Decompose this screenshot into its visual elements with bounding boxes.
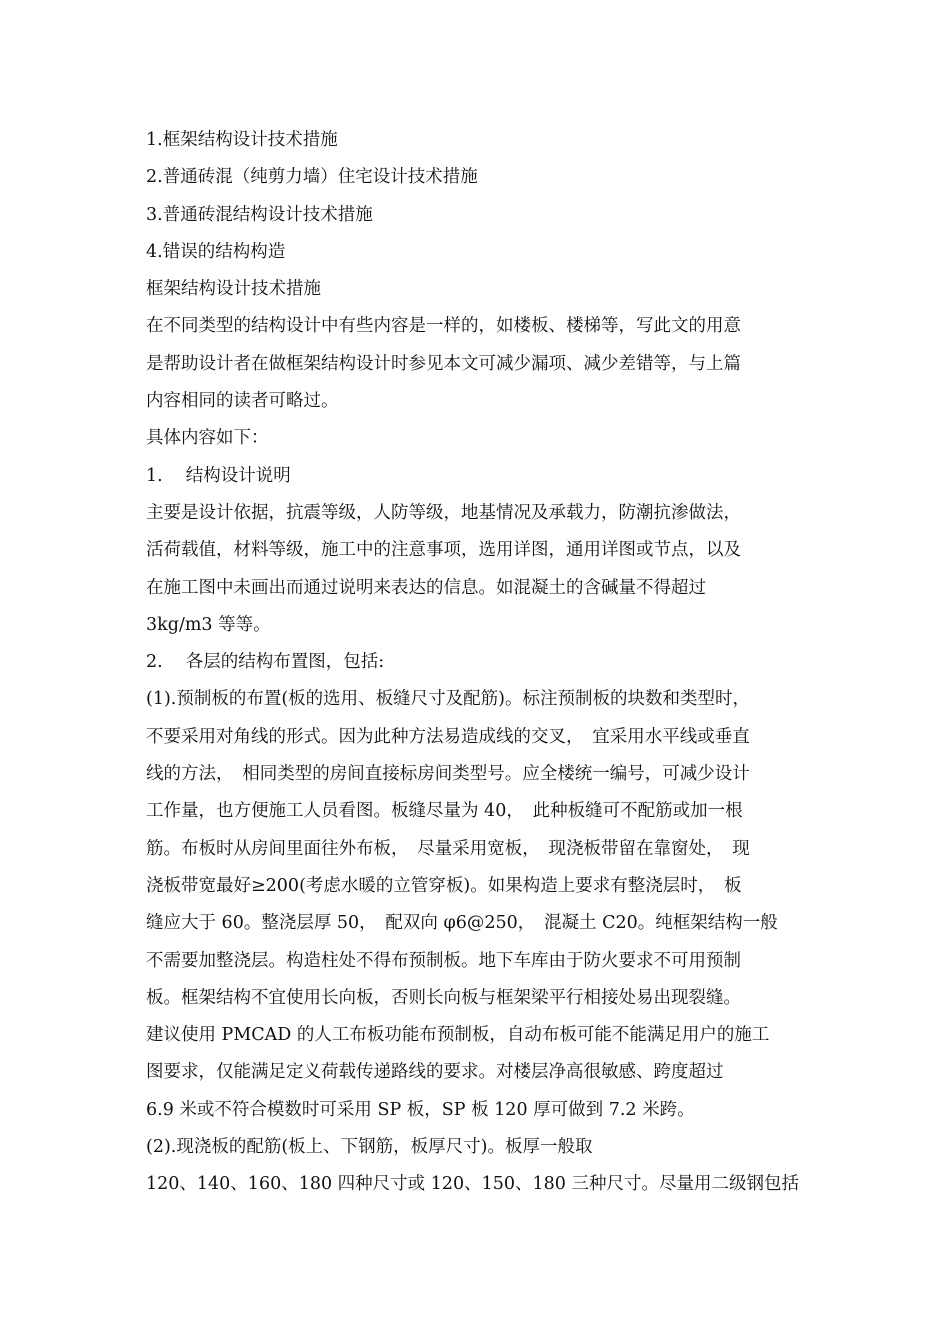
- paragraph-line: (1).预制板的布置(板的选用、板缝尺寸及配筋)。标注预制板的块数和类型时，: [146, 689, 751, 710]
- subsection-heading: 1. 结构设计说明: [146, 465, 291, 486]
- document-body: [146, 122, 808, 1204]
- toc-item-3: 3.普通砖混结构设计技术措施: [146, 204, 373, 225]
- paragraph-line: 3kg/m3 等等。: [146, 614, 271, 635]
- paragraph-line: 活荷载值，材料等级，施工中的注意事项，选用详图，通用详图或节点，以及: [146, 540, 741, 561]
- paragraph-line: 120、140、160、180 四种尺寸或 120、150、180 三种尺寸。尽量用二级钢包括: [146, 1174, 800, 1195]
- paragraph-line: 工作量，也方便施工人员看图。板缝尽量为 40， 此种板缝可不配筋或加一根: [146, 801, 743, 822]
- toc-item-1: 1.框架结构设计技术措施: [146, 130, 338, 150]
- toc-item-2: 2.普通砖混（纯剪力墙）住宅设计技术措施: [146, 167, 478, 188]
- subsection-heading: 2. 各层的结构布置图，包括:: [146, 652, 385, 673]
- paragraph-line: 建议使用 PMCAD 的人工布板功能布预制板，自动布板可能不能满足用户的施工: [146, 1025, 770, 1046]
- paragraph-line: 在施工图中未画出而通过说明来表达的信息。如混凝土的含碱量不得超过: [146, 577, 706, 598]
- paragraph-line: 线的方法， 相同类型的房间直接标房间类型号。应全楼统一编号，可减少设计: [146, 764, 750, 785]
- paragraph-line: 不需要加整浇层。构造柱处不得布预制板。地下车库由于防火要求不可用预制: [146, 950, 741, 971]
- paragraph-line: 板。框架结构不宜使用长向板，否则长向板与框架梁平行相接处易出现裂缝。: [146, 987, 741, 1008]
- section-title: 框架结构设计技术措施: [146, 279, 321, 300]
- paragraph-line: (2).现浇板的配筋(板上、下钢筋，板厚尺寸)。板厚一般取: [146, 1137, 593, 1158]
- paragraph-line: 筋。布板时从房间里面往外布板， 尽量采用宽板， 现浇板带留在靠窗处， 现: [146, 838, 750, 859]
- paragraph-line: 是帮助设计者在做框架结构设计时参见本文可减少漏项、减少差错等，与上篇: [146, 353, 741, 374]
- paragraph-line: 缝应大于 60。整浇层厚 50， 配双向 φ6@250， 混凝土 C20。纯框架结构一般: [146, 913, 778, 934]
- paragraph-line: 具体内容如下：: [146, 428, 269, 449]
- toc-item-4: 4.错误的结构构造: [146, 241, 286, 262]
- paragraph-line: 图要求，仅能满足定义荷载传递路线的要求。对楼层净高很敏感、跨度超过: [146, 1062, 724, 1083]
- paragraph-line: 主要是设计依据，抗震等级，人防等级，地基情况及承载力，防潮抗渗做法，: [146, 502, 741, 523]
- paragraph-line: 在不同类型的结构设计中有些内容是一样的，如楼板、楼梯等，写此文的用意: [146, 316, 741, 337]
- paragraph-line: 不要采用对角线的形式。因为此种方法易造成线的交叉， 宜采用水平线或垂直: [146, 726, 750, 747]
- paragraph-line: 6.9 米或不符合模数时可采用 SP 板，SP 板 120 厚可做到 7.2 米跨。: [146, 1099, 695, 1120]
- paragraph-line: 浇板带宽最好≥200(考虑水暖的立管穿板)。如果构造上要求有整浇层时， 板: [146, 875, 742, 896]
- paragraph-line: 内容相同的读者可略过。: [146, 391, 339, 412]
